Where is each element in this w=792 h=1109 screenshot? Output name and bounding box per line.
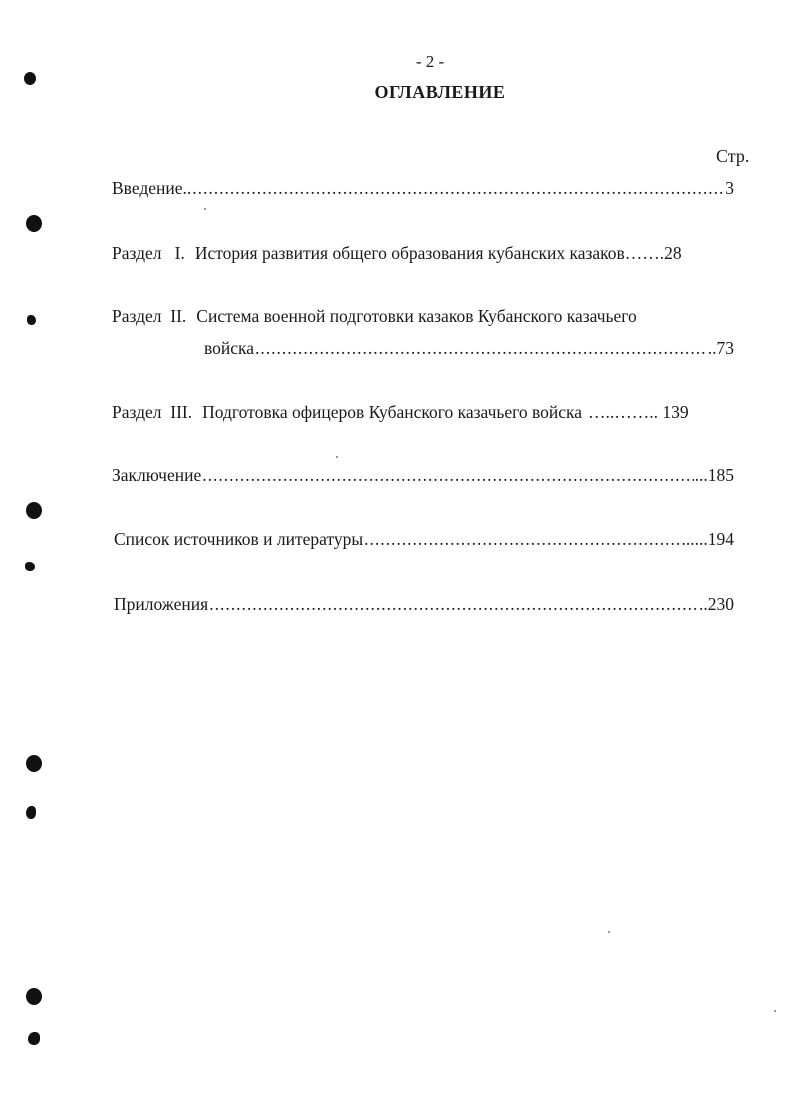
toc-entry-title: Система военной подготовки казаков Кубанского казачьего — [196, 306, 637, 326]
toc-entry-section-3 — [112, 402, 734, 423]
punch-hole-mark — [28, 1032, 40, 1045]
toc-entry-title: Подготовка офицеров Кубанского казачьего войска — [202, 402, 583, 422]
toc-leader-dots — [255, 338, 707, 359]
page-title: ОГЛАВЛЕНИЕ — [374, 82, 506, 102]
punch-hole-mark — [26, 806, 36, 819]
punch-hole-mark — [27, 315, 36, 325]
toc-entry-page: …..…….. 139 — [588, 402, 689, 422]
toc-entry-section-1 — [112, 243, 734, 264]
toc-entry-page: ...185 — [694, 465, 734, 485]
toc-entry-page: …….28 — [624, 243, 682, 263]
toc-leader-dots — [364, 529, 680, 550]
toc-entry-prefix: Раздел I. — [112, 243, 185, 263]
toc-leader-dots — [192, 178, 724, 199]
toc-entry-prefix: Раздел III. — [112, 402, 193, 422]
page-number: - 2 - — [415, 52, 445, 71]
toc-entry-title: История развития общего образования кубанских казаков — [194, 243, 625, 263]
page-column-label: Стр. — [716, 146, 750, 166]
toc-entry-title: Список источников и литературы — [114, 529, 364, 549]
toc-entry-page: ..73 — [707, 338, 734, 358]
toc-entry-prefix: Раздел II. — [112, 306, 187, 326]
toc-entry-intro — [112, 178, 734, 199]
punch-hole-mark — [25, 562, 35, 571]
toc-entry-title: Заключение — [112, 465, 202, 485]
scan-speck — [336, 456, 338, 458]
toc-entry-conclusion — [112, 465, 734, 486]
toc-entry-title: Приложения — [114, 594, 209, 614]
scan-speck — [608, 931, 610, 933]
toc-entry-title: Введение.. — [112, 178, 192, 198]
toc-entry-sources — [114, 529, 734, 550]
scan-speck — [774, 1010, 776, 1012]
punch-hole-mark — [26, 755, 42, 772]
punch-hole-mark — [26, 988, 42, 1005]
toc-entry-appendix — [114, 594, 734, 615]
toc-entry-section-2 — [112, 306, 734, 327]
punch-hole-mark — [26, 502, 42, 519]
toc-leader-dots — [202, 465, 693, 486]
scan-speck — [204, 208, 206, 210]
toc-entry-title-continued: войска — [204, 338, 255, 358]
punch-hole-mark — [26, 215, 42, 232]
toc-entry-page: ..230 — [699, 594, 734, 614]
toc-entry-page: 3 — [725, 178, 734, 198]
toc-entry-section-2-continuation — [204, 338, 734, 359]
toc-entry-page: ......194 — [681, 529, 734, 549]
toc-leader-dots — [209, 594, 698, 615]
punch-hole-mark — [24, 72, 36, 85]
